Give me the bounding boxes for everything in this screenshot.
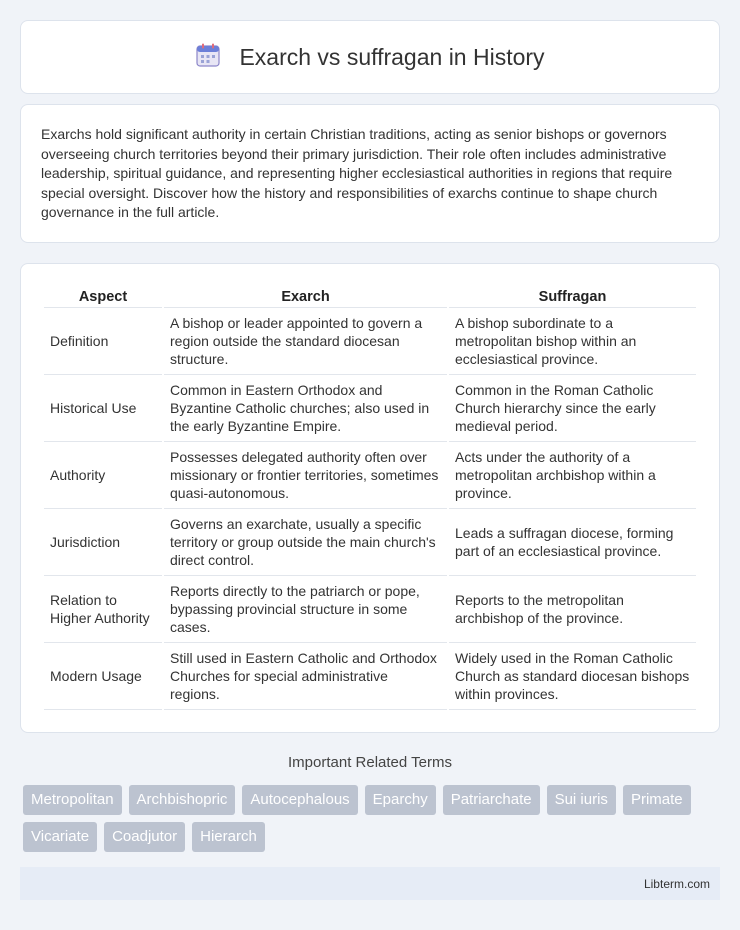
cell-exarch: Common in Eastern Orthodox and Byzantine Catholic churches; also used in the early Byzantine Empire. xyxy=(164,375,447,442)
header-exarch: Exarch xyxy=(164,284,447,308)
table-row xyxy=(44,643,696,710)
table-row xyxy=(44,375,696,442)
cell-aspect: Modern Usage xyxy=(44,643,162,710)
cell-aspect: Historical Use xyxy=(44,375,162,442)
cell-exarch: Possesses delegated authority often over missionary or frontier territories, sometimes quasi-autonomous. xyxy=(164,442,447,509)
cell-suffragan: Widely used in the Roman Catholic Church as standard diocesan bishops within provinces. xyxy=(449,643,696,710)
cell-aspect: Definition xyxy=(44,308,162,375)
calendar-icon xyxy=(195,42,221,73)
intro-card xyxy=(20,104,720,243)
table-row xyxy=(44,442,696,509)
table-row xyxy=(44,509,696,576)
cell-suffragan: Leads a suffragan diocese, forming part of an ecclesiastical province. xyxy=(449,509,696,576)
header-card xyxy=(20,20,720,94)
header-aspect: Aspect xyxy=(44,284,162,308)
tag-primate[interactable]: Primate xyxy=(623,785,691,815)
related-terms-title: Important Related Terms xyxy=(288,754,452,771)
table-row xyxy=(44,308,696,375)
tag-patriarchate[interactable]: Patriarchate xyxy=(443,785,540,815)
cell-suffragan: Acts under the authority of a metropolitan archbishop within a province. xyxy=(449,442,696,509)
cell-suffragan: Reports to the metropolitan archbishop of the province. xyxy=(449,576,696,643)
tag-sui-iuris[interactable]: Sui iuris xyxy=(547,785,616,815)
cell-suffragan: Common in the Roman Catholic Church hierarchy since the early medieval period. xyxy=(449,375,696,442)
intro-text: Exarchs hold significant authority in certain Christian traditions, acting as senior bishops or governors overseeing church territories beyond their primary jurisdiction. Their role often includes administrative leadership, spiritual guidance, and representing higher ecclesiastical authorities in regions that require special oversight. Discover how the history and responsibilities of exarchs continue to shape church governance in the full article. xyxy=(41,126,673,220)
cell-exarch: Governs an exarchate, usually a specific territory or group outside the main church's direct control. xyxy=(164,509,447,576)
comparison-card xyxy=(20,263,720,733)
cell-exarch: A bishop or leader appointed to govern a region outside the standard diocesan structure. xyxy=(164,308,447,375)
page-title: Exarch vs suffragan in History xyxy=(239,43,545,70)
footer xyxy=(20,867,720,900)
cell-suffragan: A bishop subordinate to a metropolitan bishop within an ecclesiastical province. xyxy=(449,308,696,375)
cell-aspect: Jurisdiction xyxy=(44,509,162,576)
tag-metropolitan[interactable]: Metropolitan xyxy=(23,785,122,815)
table-row xyxy=(44,576,696,643)
cell-aspect: Authority xyxy=(44,442,162,509)
cell-aspect: Relation to Higher Authority xyxy=(44,576,162,643)
tag-vicariate[interactable]: Vicariate xyxy=(23,822,97,852)
header-suffragan: Suffragan xyxy=(449,284,696,308)
footer-site-link[interactable]: Libterm.com xyxy=(643,876,710,891)
tag-autocephalous[interactable]: Autocephalous xyxy=(242,785,357,815)
tag-eparchy[interactable]: Eparchy xyxy=(365,785,436,815)
tag-coadjutor[interactable]: Coadjutor xyxy=(104,822,185,852)
tag-hierarch[interactable]: Hierarch xyxy=(192,822,265,852)
related-terms-list xyxy=(23,785,723,852)
tag-archbishopric[interactable]: Archbishopric xyxy=(129,785,236,815)
cell-exarch: Reports directly to the patriarch or pope, bypassing provincial structure in some cases. xyxy=(164,576,447,643)
table-header-row xyxy=(44,284,696,308)
comparison-table xyxy=(42,284,698,710)
cell-exarch: Still used in Eastern Catholic and Orthodox Churches for special administrative regions. xyxy=(164,643,447,710)
